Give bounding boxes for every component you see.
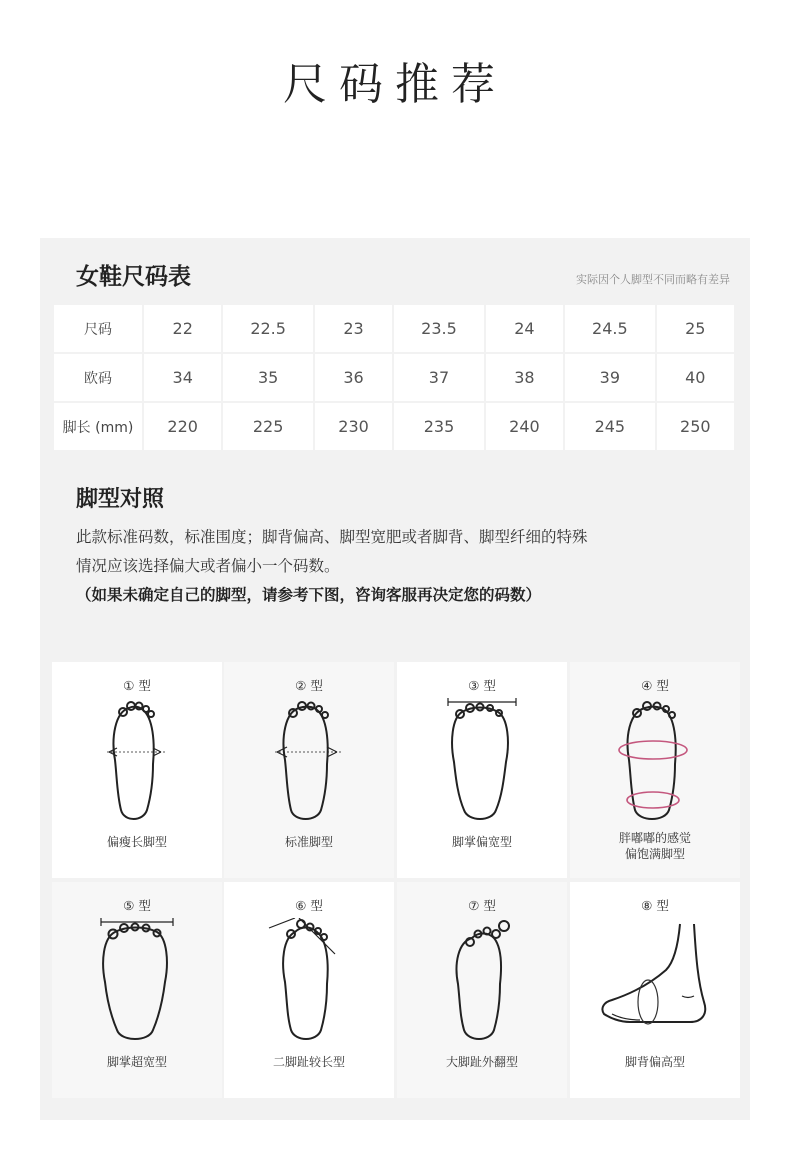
table-cell: 23.5 (394, 305, 483, 352)
table-cell: 40 (657, 354, 734, 401)
size-table-note: 实际因个人脚型不同而略有差异 (576, 273, 730, 286)
foot-type-card (224, 882, 394, 1098)
wide-forefoot-icon (432, 698, 532, 828)
bunion-foot-icon (432, 918, 532, 1048)
foot-section-title: 脚型对照 (76, 487, 165, 512)
foot-type-label: ⑦ 型 (468, 898, 496, 913)
foot-type-label: ④ 型 (641, 678, 669, 693)
table-cell: 240 (486, 403, 563, 450)
standard-foot-icon (259, 698, 359, 828)
table-cell: 225 (223, 403, 312, 450)
foot-type-caption: 胖嘟嘟的感觉 偏饱满脚型 (618, 831, 691, 861)
foot-type-card (570, 882, 740, 1098)
table-cell: 245 (565, 403, 654, 450)
table-cell: 37 (394, 354, 483, 401)
description-note: （如果未确定自己的脚型，请参考下图，咨询客服再决定您的码数） (76, 586, 542, 604)
table-cell: 230 (315, 403, 392, 450)
table-cell: 235 (394, 403, 483, 450)
foot-type-label: ⑥ 型 (295, 898, 323, 913)
table-cell: 23 (315, 305, 392, 352)
table-row (54, 354, 734, 401)
foot-type-card (570, 662, 740, 878)
size-table-title: 女鞋尺码表 (76, 264, 191, 290)
foot-type-caption: 标准脚型 (284, 835, 333, 849)
description-line: 此款标准码数，标准围度；脚背偏高、脚型宽肥或者脚背、脚型纤细的特殊 (76, 528, 588, 546)
high-instep-foot-icon (590, 918, 720, 1048)
table-cell: 35 (223, 354, 312, 401)
table-cell: 220 (144, 403, 221, 450)
table-row (54, 305, 734, 352)
foot-description (76, 523, 716, 610)
table-cell: 34 (144, 354, 221, 401)
extra-wide-foot-icon (87, 918, 187, 1048)
foot-type-caption: 二脚趾较长型 (272, 1055, 345, 1069)
table-row (54, 403, 734, 450)
foot-type-label: ① 型 (123, 678, 151, 693)
foot-type-label: ⑤ 型 (123, 898, 151, 913)
foot-type-caption: 脚掌偏宽型 (451, 835, 512, 849)
foot-type-caption: 脚掌超宽型 (106, 1055, 167, 1069)
foot-type-label: ② 型 (295, 678, 323, 693)
foot-type-caption: 脚背偏高型 (624, 1055, 685, 1069)
foot-type-card (397, 662, 567, 878)
foot-type-caption: 大脚趾外翻型 (445, 1055, 518, 1069)
full-foot-icon (605, 698, 705, 828)
long-second-toe-icon (259, 918, 359, 1048)
foot-type-card (52, 662, 222, 878)
table-cell: 250 (657, 403, 734, 450)
row-header: 尺码 (54, 305, 142, 352)
size-guide-panel (40, 238, 750, 1120)
row-header: 欧码 (54, 354, 142, 401)
table-cell: 22 (144, 305, 221, 352)
table-cell: 39 (565, 354, 654, 401)
page-title: 尺码推荐 (283, 59, 507, 110)
foot-type-caption: 偏瘦长脚型 (106, 835, 167, 849)
table-cell: 22.5 (223, 305, 312, 352)
description-line: 情况应该选择偏大或者偏小一个码数。 (76, 557, 340, 575)
row-header: 脚长 (mm) (54, 403, 142, 450)
foot-type-card (224, 662, 394, 878)
size-table (52, 303, 736, 452)
foot-type-label: ③ 型 (468, 678, 496, 693)
foot-type-card (397, 882, 567, 1098)
table-cell: 38 (486, 354, 563, 401)
foot-type-card (52, 882, 222, 1098)
table-cell: 24.5 (565, 305, 654, 352)
foot-type-grid (52, 662, 740, 1098)
table-cell: 25 (657, 305, 734, 352)
table-cell: 24 (486, 305, 563, 352)
foot-type-label: ⑧ 型 (641, 898, 669, 913)
table-cell: 36 (315, 354, 392, 401)
slim-foot-icon (87, 698, 187, 828)
